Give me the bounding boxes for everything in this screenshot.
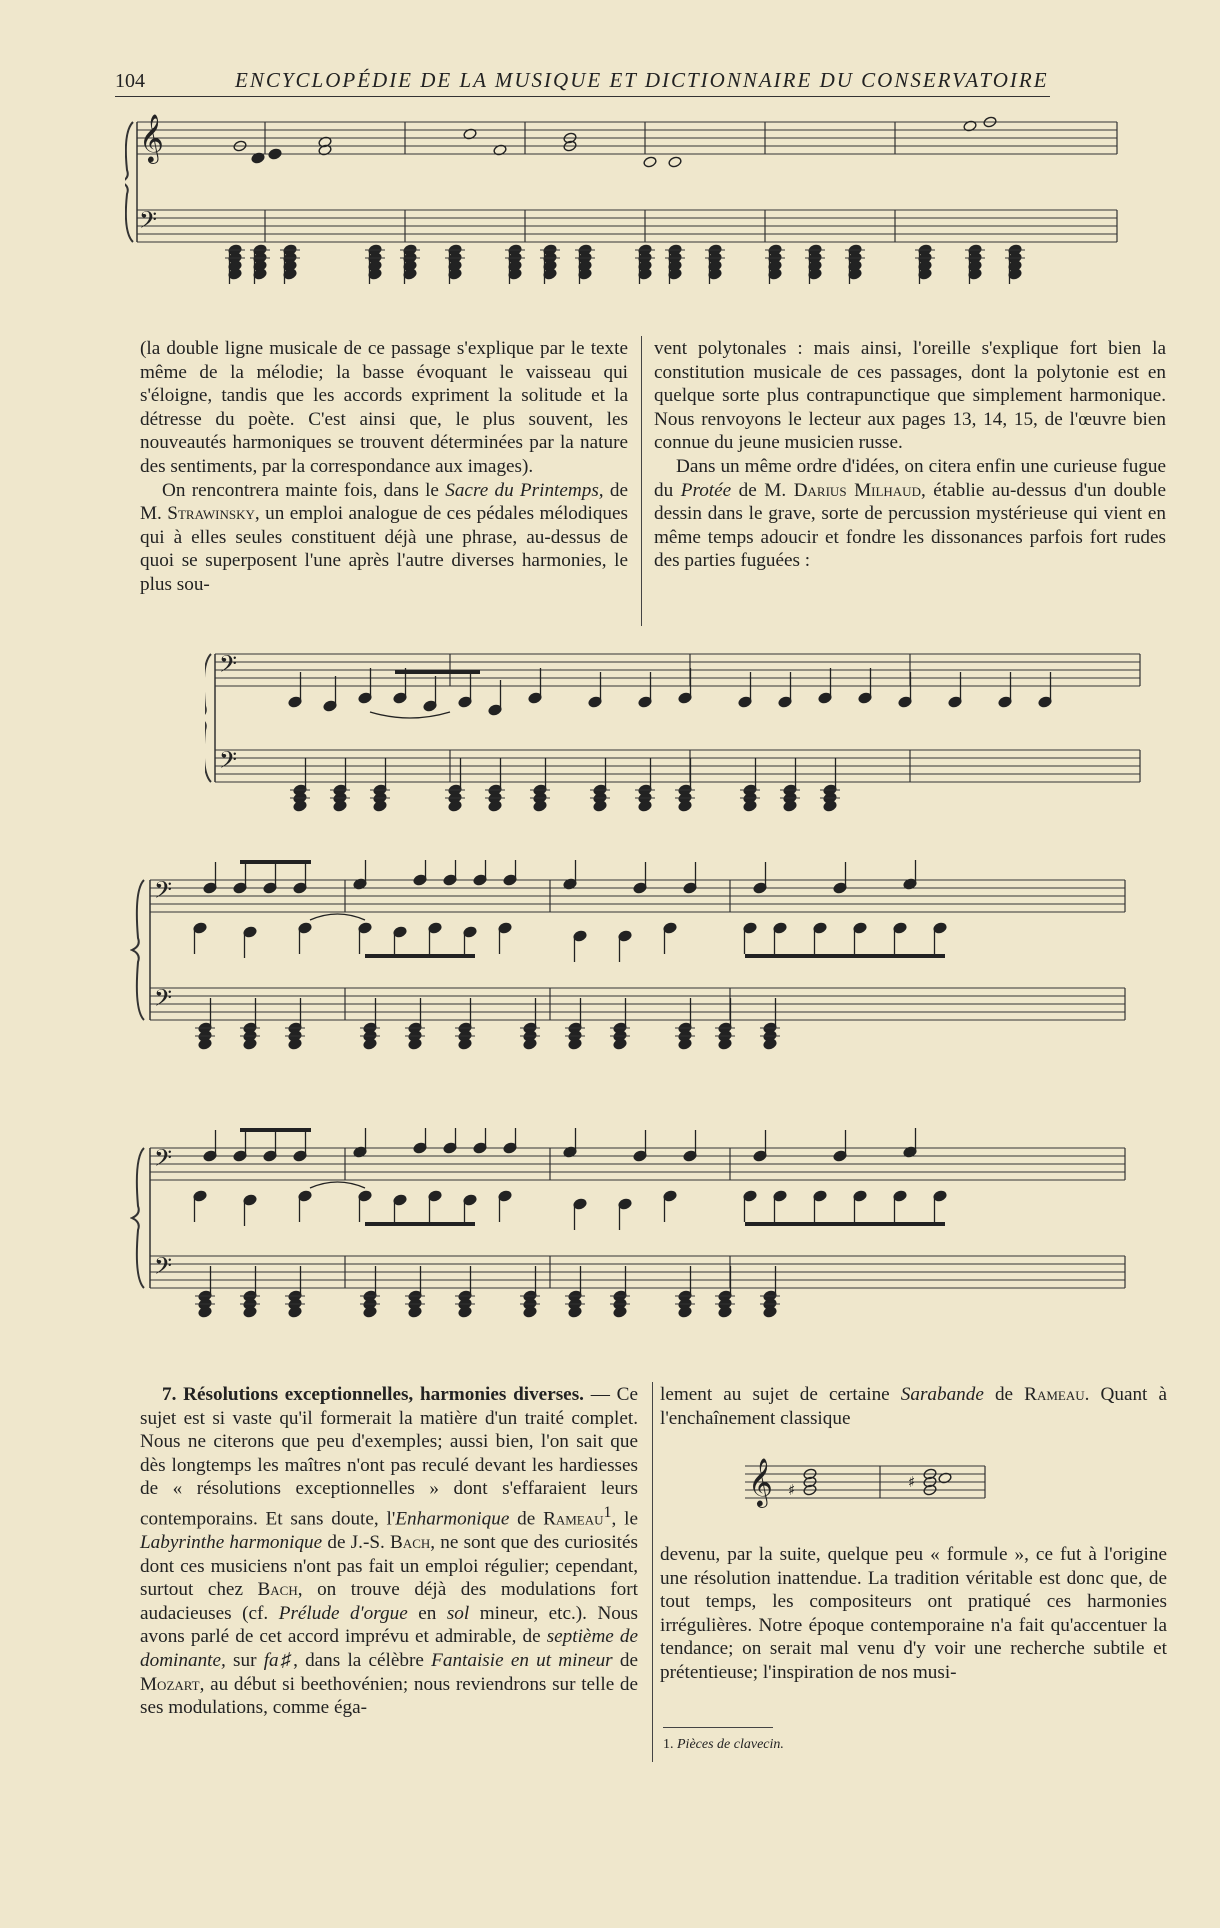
footnote-rule bbox=[663, 1727, 773, 1728]
music-example-2 bbox=[205, 640, 1145, 825]
paragraph: Dans un même ordre d'idées, on citera enfin une curieuse fugue du Protée de M. Darius Milhaud, établie au-dessus d'un double dessin dans le grave, sorte de percussion mystérieuse qui vient en même temps adoucir et fondre les dissonances parfois fort rudes des parties fuguées : bbox=[654, 455, 1167, 572]
tie bbox=[310, 1182, 365, 1188]
section-heading: 7. Résolutions exceptionnelles, harmonies diverses. bbox=[162, 1384, 584, 1405]
beam bbox=[745, 954, 945, 958]
note-head bbox=[268, 148, 282, 160]
column-divider bbox=[652, 1382, 653, 1762]
tie bbox=[310, 914, 365, 920]
column-divider bbox=[641, 336, 642, 626]
beam bbox=[240, 1128, 311, 1132]
music-example-3 bbox=[130, 860, 1130, 1105]
bass-clef: 𝄢 bbox=[219, 650, 238, 683]
left-column-1 bbox=[140, 337, 628, 597]
brace bbox=[132, 880, 144, 1020]
bass-clef: 𝄢 bbox=[154, 876, 173, 909]
paragraph: lement au sujet de certaine Sarabande de Rameau. Quant à l'enchaînement classique bbox=[660, 1384, 1167, 1429]
running-title: ENCYCLOPÉDIE DE LA MUSIQUE ET DICTIONNAIRE DU CONSERVATOIRE bbox=[235, 68, 1049, 92]
tie bbox=[370, 712, 450, 718]
treble-clef: 𝄞 bbox=[139, 113, 164, 162]
page-number: 104 bbox=[115, 70, 145, 92]
bass-clef: 𝄢 bbox=[154, 1252, 173, 1285]
accidental: ♯ bbox=[788, 1481, 796, 1499]
music-example-1 bbox=[125, 112, 1125, 297]
bass-clef: 𝄢 bbox=[139, 206, 158, 239]
bass-clef: 𝄢 bbox=[154, 1144, 173, 1177]
footnote: 1. Pièces de clavecin. bbox=[663, 1737, 784, 1752]
brace bbox=[125, 122, 133, 242]
accidental: ♯ bbox=[908, 1473, 916, 1491]
note-head bbox=[668, 156, 682, 168]
beam bbox=[240, 860, 311, 864]
note-head bbox=[643, 156, 657, 168]
right-column-2 bbox=[660, 1383, 1167, 1430]
beam bbox=[365, 1222, 475, 1226]
beam bbox=[365, 954, 475, 958]
right-column-3 bbox=[660, 1543, 1167, 1685]
beam bbox=[745, 1222, 945, 1226]
right-column-1 bbox=[654, 337, 1166, 573]
paragraph: (la double ligne musicale de ce passage s'explique par le texte même de la mélodie; la basse évoquant le vaisseau qui s'éloigne, tandis que les accords expriment la solitude et la détresse du poète. C'est ainsi que, le plus souvent, les nouveautés harmoniques se trouvent déterminées par la nature des sentiments, par la correspondance aux images). bbox=[140, 338, 628, 477]
music-example-4 bbox=[130, 1128, 1130, 1373]
paragraph: devenu, par la suite, quelque peu « formule », ce fut à l'origine une résolution inattendue. La tradition véritable est donc que, de tout temps, les compositeurs ont pratiqué ces harmonies irrégulières. Notre époque contemporaine n'a fait qu'accentuer la tendance; on serait mal venu d'y voir une recherche subtile et prétentieuse; l'inspiration de nos musi- bbox=[660, 1544, 1167, 1683]
section-7-paragraph: 7. Résolutions exceptionnelles, harmonies diverses. — Ce sujet est si vaste qu'il formerait la matière d'un traité complet. Nous ne citerons que peu d'exemples; aussi bien, l'on sait que dès longtemps les maîtres n'ont pas reculé devant les hardiesses de « résolutions exceptionnelles » dont s'effaraient leurs contemporains. Et sans doute, l'Enharmonique de Rameau$^1$, le Labyrinthe harmonique de J.-S. Bach, ne sont que des curiosités dont ces musiciens n'ont pas fait un emploi régulier; cependant, surtout chez Bach, on trouve déjà des modulations fort audacieuses (cf. Prélude d'orgue en sol mineur, etc.). Nous avons parlé de cet accord imprévu et admirable, de septième de dominante, sur fa♯, dans la célèbre Fantaisie en ut mineur de Mozart, au début si beethovénien; nous reviendrons sur telle de ses modulations, comme éga- bbox=[140, 1384, 638, 1719]
music-example-classic-progression bbox=[740, 1448, 990, 1528]
bass-clef: 𝄢 bbox=[154, 984, 173, 1017]
header-rule bbox=[115, 96, 1050, 97]
paragraph: On rencontrera mainte fois, dans le Sacre du Printemps, de M. Strawinsky, un emploi analogue de ces pédales mélodiques qui à elles seules constituent déjà une phrase, au-dessus de quoi se superposent l'une après l'autre diverses harmonies, le plus sou- bbox=[140, 479, 628, 595]
treble-clef: 𝄞 bbox=[748, 1457, 773, 1506]
brace bbox=[132, 1148, 144, 1288]
paragraph: vent polytonales : mais ainsi, l'oreille s'explique fort bien la constitution musicale de ces passages, dont la polytonie est en quelque sorte plus contrapunctique que simplement harmonique. Nous renvoyons le lecteur aux pages 13, 14, 15, de l'œuvre bien connue du jeune musicien russe. bbox=[654, 338, 1166, 454]
bass-clef: 𝄢 bbox=[219, 746, 238, 779]
brace bbox=[205, 654, 211, 782]
page-header bbox=[115, 66, 1050, 102]
left-column-2 bbox=[140, 1383, 638, 1720]
beam bbox=[395, 670, 480, 674]
